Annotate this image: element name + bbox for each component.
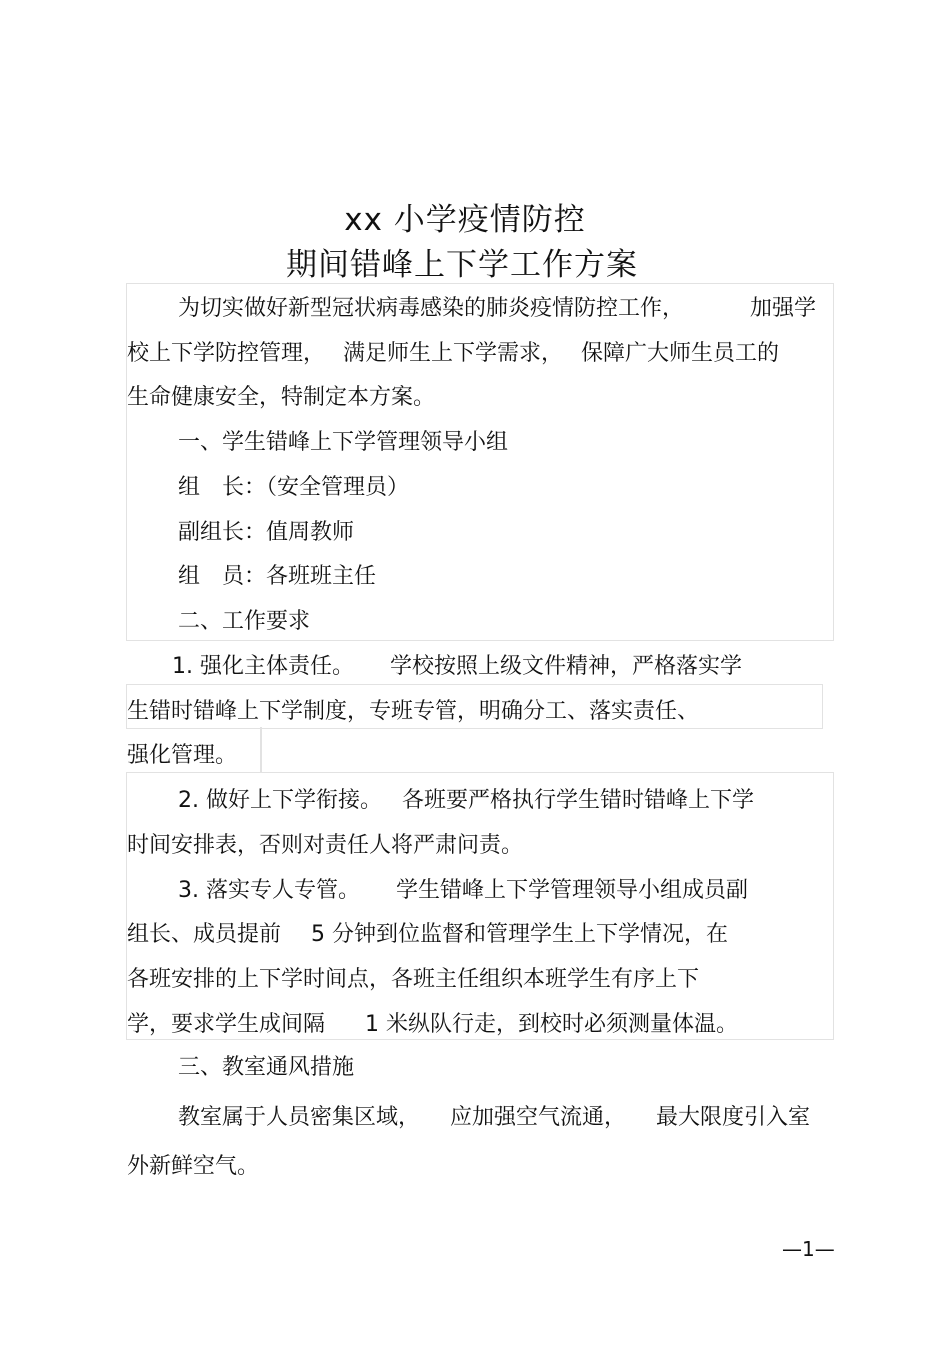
- intro-line2-a: 校上下学防控管理，: [127, 341, 326, 366]
- section2-item2-line2: 时间安排表，否则对责任人将严肃问责。: [127, 833, 524, 858]
- section1-leader: 组 长：（安全管理员）: [178, 475, 410, 500]
- document-title-line1: xx 小学疫情防控: [344, 202, 586, 238]
- intro-line2-b: 满足师生上下学需求，: [343, 341, 564, 366]
- section1-members: 组 员：各班班主任: [178, 564, 377, 589]
- section2-item1-label: 1. 强化主体责任。: [172, 654, 354, 679]
- section2-item3-line2-b: 5 分钟到位监督和管理学生上下学情况，在: [311, 922, 729, 947]
- section2-item2-text: 各班要严格执行学生错时错峰上下学: [401, 788, 754, 813]
- section3-line1: [178, 1103, 810, 1133]
- intro-line2: [127, 339, 779, 369]
- section2-item1-line1: [172, 652, 742, 682]
- section3-line2: 外新鲜空气。: [127, 1154, 260, 1179]
- intro-line1: [178, 294, 816, 324]
- section3-heading: 三、教室通风措施: [178, 1055, 355, 1080]
- section2-item3-line2: [127, 920, 728, 950]
- section2-item3-line1: [178, 876, 748, 906]
- section3-line1-a: 教室属于人员密集区域，: [178, 1105, 421, 1130]
- section2-item1-line2: 生错时错峰上下学制度，专班专管，明确分工、落实责任、: [127, 699, 700, 724]
- intro-line1-b: 加强学: [750, 296, 817, 321]
- section2-item3-line4: [127, 1010, 738, 1040]
- document-title-line2: 期间错峰上下学工作方案: [286, 247, 638, 283]
- intro-line1-a: 为切实做好新型冠状病毒感染的肺炎疫情防控工作，: [178, 296, 685, 321]
- section1-heading: 一、学生错峰上下学管理领导小组: [178, 430, 509, 455]
- section1-vice-leader: 副组长：值周教师: [178, 520, 355, 545]
- section2-item3-text: 学生错峰上下学管理领导小组成员副: [395, 878, 748, 903]
- section3-line1-b: 应加强空气流通，: [450, 1105, 627, 1130]
- page-number: —1—: [782, 1237, 835, 1261]
- section3-line1-c: 最大限度引入室: [656, 1105, 811, 1130]
- section2-item1-line3: 强化管理。: [127, 743, 238, 768]
- section2-item3-line2-a: 组长、成员提前: [127, 922, 282, 947]
- section2-item2-label: 2. 做好上下学衔接。: [178, 788, 382, 813]
- section2-item3-line3: 各班安排的上下学时间点，各班主任组织本班学生有序上下: [127, 967, 700, 992]
- intro-line2-c: 保障广大师生员工的: [581, 341, 780, 366]
- section2-heading: 二、工作要求: [178, 609, 311, 634]
- text-frame-3: [260, 727, 262, 773]
- section2-item1-text: 学校按照上级文件精神，严格落实学: [389, 654, 742, 679]
- intro-line3: 生命健康安全，特制定本方案。: [127, 385, 436, 410]
- section2-item3-label: 3. 落实专人专管。: [178, 878, 360, 903]
- section2-item3-line4-b: 1 米纵队行走，到校时必须测量体温。: [365, 1012, 739, 1037]
- section2-item2-line1: [178, 786, 754, 816]
- section2-item3-line4-a: 学，要求学生成间隔: [127, 1012, 326, 1037]
